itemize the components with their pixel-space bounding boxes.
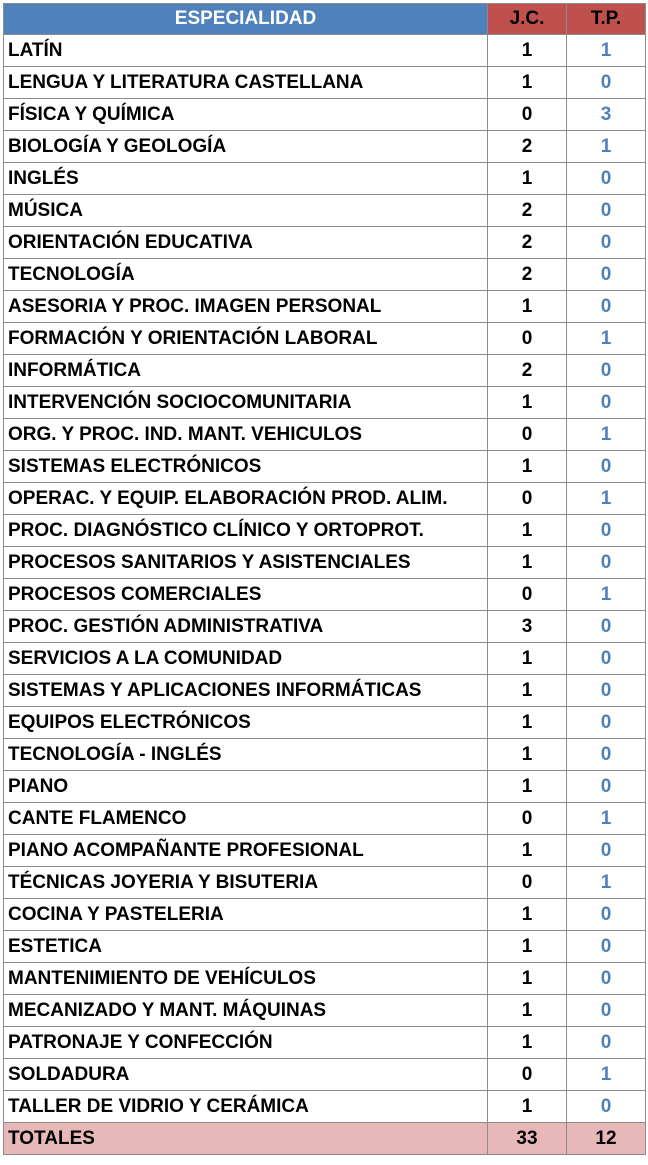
row-name-cell: PROC. DIAGNÓSTICO CLÍNICO Y ORTOPROT. xyxy=(4,515,488,547)
row-name-cell: SERVICIOS A LA COMUNIDAD xyxy=(4,643,488,675)
table-row xyxy=(4,323,646,355)
row-tp-cell: 1 xyxy=(567,35,646,67)
row-tp-cell: 0 xyxy=(567,995,646,1027)
row-tp-cell: 0 xyxy=(567,707,646,739)
row-jc-cell: 1 xyxy=(488,1091,567,1123)
row-jc-cell: 1 xyxy=(488,643,567,675)
row-jc-cell: 1 xyxy=(488,547,567,579)
row-name-cell: MANTENIMIENTO DE VEHÍCULOS xyxy=(4,963,488,995)
row-name-cell: LATÍN xyxy=(4,35,488,67)
row-jc-cell: 2 xyxy=(488,259,567,291)
row-name-cell: PATRONAJE Y CONFECCIÓN xyxy=(4,1027,488,1059)
row-tp-cell: 0 xyxy=(567,643,646,675)
row-jc-cell: 3 xyxy=(488,611,567,643)
row-tp-cell: 0 xyxy=(567,227,646,259)
row-jc-cell: 1 xyxy=(488,899,567,931)
table-row xyxy=(4,963,646,995)
row-name-cell: PIANO xyxy=(4,771,488,803)
row-tp-cell: 0 xyxy=(567,67,646,99)
table-row xyxy=(4,419,646,451)
row-name-cell: SISTEMAS ELECTRÓNICOS xyxy=(4,451,488,483)
table-row xyxy=(4,1091,646,1123)
row-name-cell: PROCESOS SANITARIOS Y ASISTENCIALES xyxy=(4,547,488,579)
row-tp-cell: 0 xyxy=(567,259,646,291)
row-name-cell: MECANIZADO Y MANT. MÁQUINAS xyxy=(4,995,488,1027)
row-tp-cell: 0 xyxy=(567,611,646,643)
table-row xyxy=(4,579,646,611)
row-jc-cell: 0 xyxy=(488,99,567,131)
row-tp-cell: 0 xyxy=(567,835,646,867)
row-jc-cell: 1 xyxy=(488,995,567,1027)
row-jc-cell: 1 xyxy=(488,67,567,99)
table-row xyxy=(4,611,646,643)
row-tp-cell: 0 xyxy=(567,739,646,771)
totals-tp: 12 xyxy=(567,1123,646,1155)
row-tp-cell: 0 xyxy=(567,547,646,579)
row-name-cell: FORMACIÓN Y ORIENTACIÓN LABORAL xyxy=(4,323,488,355)
table-row xyxy=(4,67,646,99)
row-tp-cell: 0 xyxy=(567,1027,646,1059)
row-name-cell: TECNOLOGÍA xyxy=(4,259,488,291)
table-row xyxy=(4,483,646,515)
row-tp-cell: 1 xyxy=(567,419,646,451)
row-tp-cell: 0 xyxy=(567,771,646,803)
row-jc-cell: 0 xyxy=(488,419,567,451)
row-tp-cell: 1 xyxy=(567,323,646,355)
table-row xyxy=(4,803,646,835)
row-jc-cell: 1 xyxy=(488,387,567,419)
row-tp-cell: 0 xyxy=(567,515,646,547)
row-name-cell: INFORMÁTICA xyxy=(4,355,488,387)
header-especialidad: ESPECIALIDAD xyxy=(4,4,488,35)
table-row xyxy=(4,771,646,803)
table-body xyxy=(4,35,646,1123)
row-jc-cell: 2 xyxy=(488,195,567,227)
table-row xyxy=(4,259,646,291)
row-name-cell: INTERVENCIÓN SOCIOCOMUNITARIA xyxy=(4,387,488,419)
table-row xyxy=(4,547,646,579)
row-name-cell: OPERAC. Y EQUIP. ELABORACIÓN PROD. ALIM. xyxy=(4,483,488,515)
row-tp-cell: 0 xyxy=(567,291,646,323)
table-row xyxy=(4,163,646,195)
especialidades-table xyxy=(3,3,646,1155)
row-tp-cell: 0 xyxy=(567,163,646,195)
table-row xyxy=(4,643,646,675)
row-jc-cell: 2 xyxy=(488,355,567,387)
row-jc-cell: 1 xyxy=(488,35,567,67)
table-row xyxy=(4,1059,646,1091)
header-tp: T.P. xyxy=(567,4,646,35)
row-jc-cell: 1 xyxy=(488,1027,567,1059)
row-tp-cell: 1 xyxy=(567,131,646,163)
row-name-cell: ASESORIA Y PROC. IMAGEN PERSONAL xyxy=(4,291,488,323)
totals-label: TOTALES xyxy=(4,1123,488,1155)
row-name-cell: SISTEMAS Y APLICACIONES INFORMÁTICAS xyxy=(4,675,488,707)
row-tp-cell: 0 xyxy=(567,1091,646,1123)
row-name-cell: PIANO ACOMPAÑANTE PROFESIONAL xyxy=(4,835,488,867)
row-jc-cell: 0 xyxy=(488,579,567,611)
table-row xyxy=(4,739,646,771)
row-jc-cell: 1 xyxy=(488,963,567,995)
row-name-cell: SOLDADURA xyxy=(4,1059,488,1091)
row-name-cell: ORG. Y PROC. IND. MANT. VEHICULOS xyxy=(4,419,488,451)
row-name-cell: EQUIPOS ELECTRÓNICOS xyxy=(4,707,488,739)
row-tp-cell: 0 xyxy=(567,899,646,931)
header-jc: J.C. xyxy=(488,4,567,35)
table-row xyxy=(4,355,646,387)
row-jc-cell: 1 xyxy=(488,931,567,963)
row-name-cell: BIOLOGÍA Y GEOLOGÍA xyxy=(4,131,488,163)
row-name-cell: ORIENTACIÓN EDUCATIVA xyxy=(4,227,488,259)
table-row xyxy=(4,195,646,227)
row-jc-cell: 1 xyxy=(488,739,567,771)
row-name-cell: COCINA Y PASTELERIA xyxy=(4,899,488,931)
row-tp-cell: 0 xyxy=(567,931,646,963)
row-jc-cell: 1 xyxy=(488,771,567,803)
row-tp-cell: 0 xyxy=(567,195,646,227)
row-jc-cell: 2 xyxy=(488,131,567,163)
totals-row xyxy=(4,1123,646,1155)
table-row xyxy=(4,227,646,259)
row-jc-cell: 1 xyxy=(488,675,567,707)
table-row xyxy=(4,867,646,899)
row-tp-cell: 1 xyxy=(567,1059,646,1091)
row-name-cell: PROCESOS COMERCIALES xyxy=(4,579,488,611)
row-name-cell: INGLÉS xyxy=(4,163,488,195)
row-jc-cell: 1 xyxy=(488,451,567,483)
table-row xyxy=(4,835,646,867)
row-name-cell: TÉCNICAS JOYERIA Y BISUTERIA xyxy=(4,867,488,899)
row-name-cell: LENGUA Y LITERATURA CASTELLANA xyxy=(4,67,488,99)
row-jc-cell: 1 xyxy=(488,515,567,547)
row-tp-cell: 0 xyxy=(567,963,646,995)
row-jc-cell: 1 xyxy=(488,291,567,323)
header-row xyxy=(4,4,646,35)
row-name-cell: PROC. GESTIÓN ADMINISTRATIVA xyxy=(4,611,488,643)
row-tp-cell: 0 xyxy=(567,355,646,387)
totals-jc: 33 xyxy=(488,1123,567,1155)
row-tp-cell: 0 xyxy=(567,675,646,707)
table-row xyxy=(4,35,646,67)
row-name-cell: ESTETICA xyxy=(4,931,488,963)
row-tp-cell: 1 xyxy=(567,579,646,611)
table-row xyxy=(4,515,646,547)
table-row xyxy=(4,99,646,131)
table-row xyxy=(4,1027,646,1059)
table-row xyxy=(4,707,646,739)
row-jc-cell: 0 xyxy=(488,803,567,835)
row-tp-cell: 3 xyxy=(567,99,646,131)
table-row xyxy=(4,931,646,963)
row-jc-cell: 1 xyxy=(488,835,567,867)
table-row xyxy=(4,451,646,483)
row-name-cell: TECNOLOGÍA - INGLÉS xyxy=(4,739,488,771)
row-tp-cell: 1 xyxy=(567,483,646,515)
row-tp-cell: 0 xyxy=(567,451,646,483)
table-row xyxy=(4,291,646,323)
row-tp-cell: 0 xyxy=(567,387,646,419)
row-name-cell: MÚSICA xyxy=(4,195,488,227)
row-name-cell: FÍSICA Y QUÍMICA xyxy=(4,99,488,131)
row-jc-cell: 0 xyxy=(488,1059,567,1091)
table-row xyxy=(4,899,646,931)
row-tp-cell: 1 xyxy=(567,803,646,835)
row-jc-cell: 0 xyxy=(488,323,567,355)
row-name-cell: CANTE FLAMENCO xyxy=(4,803,488,835)
row-name-cell: TALLER DE VIDRIO Y CERÁMICA xyxy=(4,1091,488,1123)
row-jc-cell: 1 xyxy=(488,707,567,739)
table-row xyxy=(4,131,646,163)
table-row xyxy=(4,387,646,419)
row-jc-cell: 2 xyxy=(488,227,567,259)
table-row xyxy=(4,995,646,1027)
row-jc-cell: 1 xyxy=(488,163,567,195)
row-jc-cell: 0 xyxy=(488,867,567,899)
row-tp-cell: 1 xyxy=(567,867,646,899)
row-jc-cell: 0 xyxy=(488,483,567,515)
table-row xyxy=(4,675,646,707)
